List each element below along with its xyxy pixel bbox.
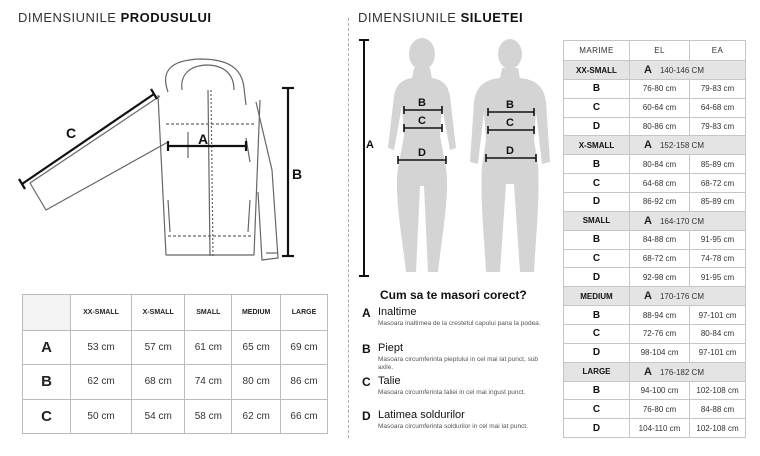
table-cell: 62 cm — [71, 365, 132, 399]
ea-value-cell: 91-95 cm — [690, 230, 746, 249]
column-header: EA — [690, 41, 746, 61]
section-divider — [348, 18, 349, 438]
measure-letter-cell: D — [564, 268, 630, 287]
column-header: MEDIUM — [232, 295, 281, 331]
table-row — [564, 381, 746, 400]
el-value-cell: 88-94 cm — [630, 306, 690, 325]
range-letter: A — [644, 365, 652, 378]
el-value-cell: 76-80 cm — [630, 80, 690, 99]
product-size-table — [22, 294, 328, 434]
range-letter: A — [644, 139, 652, 152]
el-value-cell: 94-100 cm — [630, 381, 690, 400]
header-light-text: DIMENSIUNILE — [18, 10, 117, 25]
size-group-header — [564, 61, 746, 80]
range-letter: A — [644, 214, 652, 227]
el-value-cell: 64-68 cm — [630, 174, 690, 193]
measure-letter-cell: B — [564, 155, 630, 174]
table-cell: 58 cm — [185, 399, 232, 433]
female-label-c: C — [418, 115, 426, 127]
table-corner — [23, 295, 71, 331]
column-header: SMALL — [185, 295, 232, 331]
female-label-d: D — [418, 147, 426, 159]
size-name: MEDIUM — [564, 287, 630, 306]
range-value: 176-182 CM — [659, 367, 704, 377]
table-cell: 50 cm — [71, 399, 132, 433]
table-row — [564, 98, 746, 117]
height-label-a: A — [366, 139, 374, 151]
ea-value-cell: 84-88 cm — [690, 400, 746, 419]
height-range — [630, 287, 746, 306]
el-value-cell: 60-64 cm — [630, 98, 690, 117]
how-to-measure-title: Cum sa te masori corect? — [380, 288, 527, 302]
table-cell: 54 cm — [132, 399, 185, 433]
ea-value-cell: 64-68 cm — [690, 98, 746, 117]
table-row — [564, 324, 746, 343]
size-name: X-SMALL — [564, 136, 630, 155]
measure-description: Masoara inaltimea de la crestetul capului pana la podea. — [378, 320, 541, 327]
column-header: LARGE — [281, 295, 328, 331]
range-value: 152-158 CM — [659, 141, 704, 151]
measure-letter-cell: B — [564, 230, 630, 249]
height-range — [630, 61, 746, 80]
ea-value-cell: 85-89 cm — [690, 192, 746, 211]
size-group-header — [564, 211, 746, 230]
measure-letter-cell: C — [564, 249, 630, 268]
column-header: X-SMALL — [132, 295, 185, 331]
height-range — [630, 362, 746, 381]
measure-letter: C — [362, 375, 371, 389]
table-row — [564, 268, 746, 287]
body-size-table — [563, 40, 746, 438]
female-label-b: B — [418, 97, 426, 109]
table-cell: 74 cm — [185, 365, 232, 399]
jacket-label-b: B — [292, 166, 303, 182]
column-header: XX-SMALL — [71, 295, 132, 331]
el-value-cell: 68-72 cm — [630, 249, 690, 268]
table-row — [564, 306, 746, 325]
header-light-text: DIMENSIUNILE — [358, 10, 457, 25]
table-row — [564, 80, 746, 99]
size-group-header — [564, 136, 746, 155]
table-row — [564, 155, 746, 174]
el-value-cell: 98-104 cm — [630, 343, 690, 362]
row-label: A — [23, 331, 71, 365]
ea-value-cell: 68-72 cm — [690, 174, 746, 193]
table-row — [564, 419, 746, 438]
height-range — [630, 211, 746, 230]
size-name: SMALL — [564, 211, 630, 230]
ea-value-cell: 97-101 cm — [690, 343, 746, 362]
measure-letter-cell: C — [564, 98, 630, 117]
table-row — [564, 249, 746, 268]
jacket-diagram — [10, 50, 310, 282]
row-label: C — [23, 399, 71, 433]
measure-letter-cell: B — [564, 306, 630, 325]
product-dimensions-header — [18, 10, 212, 25]
table-row — [564, 174, 746, 193]
el-value-cell: 86-92 cm — [630, 192, 690, 211]
measure-name: Latimea soldurilor — [378, 409, 465, 421]
measure-item-waist — [362, 375, 552, 405]
table-row — [564, 192, 746, 211]
table-row — [564, 400, 746, 419]
table-cell: 68 cm — [132, 365, 185, 399]
measure-letter-cell: C — [564, 400, 630, 419]
row-label: B — [23, 365, 71, 399]
ea-value-cell: 80-84 cm — [690, 324, 746, 343]
range-value: 164-170 CM — [659, 216, 704, 226]
measure-letter: B — [362, 342, 371, 356]
table-cell: 65 cm — [232, 331, 281, 365]
range-letter: A — [644, 290, 652, 303]
measure-item-hips — [362, 409, 552, 439]
measure-letter: D — [362, 409, 371, 423]
ea-value-cell: 85-89 cm — [690, 155, 746, 174]
ea-value-cell: 102-108 cm — [690, 381, 746, 400]
table-cell: 62 cm — [232, 399, 281, 433]
table-row — [564, 117, 746, 136]
table-row — [564, 343, 746, 362]
el-value-cell: 104-110 cm — [630, 419, 690, 438]
ea-value-cell: 79-83 cm — [690, 80, 746, 99]
table-row — [23, 331, 328, 365]
jacket-label-c: C — [66, 125, 77, 141]
measure-name: Inaltime — [378, 306, 417, 318]
jacket-label-a: A — [198, 131, 209, 147]
el-value-cell: 76-80 cm — [630, 400, 690, 419]
ea-value-cell: 91-95 cm — [690, 268, 746, 287]
table-cell: 69 cm — [281, 331, 328, 365]
el-value-cell: 84-88 cm — [630, 230, 690, 249]
size-group-header — [564, 287, 746, 306]
height-range — [630, 136, 746, 155]
size-name: XX-SMALL — [564, 61, 630, 80]
measure-item-height — [362, 306, 552, 336]
male-label-b: B — [506, 99, 514, 111]
el-value-cell: 72-76 cm — [630, 324, 690, 343]
measure-description: Masoara circumferinta soldurilor in cel mai lat punct. — [378, 423, 528, 430]
column-header: EL — [630, 41, 690, 61]
header-bold-text: PRODUSULUI — [120, 10, 212, 25]
measure-letter: A — [362, 306, 371, 320]
measure-letter-cell: D — [564, 343, 630, 362]
table-cell: 61 cm — [185, 331, 232, 365]
size-group-header — [564, 362, 746, 381]
table-cell: 53 cm — [71, 331, 132, 365]
ea-value-cell: 79-83 cm — [690, 117, 746, 136]
range-letter: A — [644, 64, 652, 76]
measure-description: Masoara circumferinta pieptului in cel mai lat punct, sub axile. — [378, 356, 539, 371]
table-row — [564, 230, 746, 249]
table-cell: 66 cm — [281, 399, 328, 433]
size-name: LARGE — [564, 362, 630, 381]
measure-letter-cell: D — [564, 192, 630, 211]
measure-item-chest — [362, 342, 552, 372]
el-value-cell: 92-98 cm — [630, 268, 690, 287]
measure-letter-cell: C — [564, 174, 630, 193]
el-value-cell: 80-86 cm — [630, 117, 690, 136]
ea-value-cell: 74-78 cm — [690, 249, 746, 268]
measure-name: Piept — [378, 342, 404, 354]
measure-letter-cell: C — [564, 324, 630, 343]
measure-letter-cell: B — [564, 80, 630, 99]
measure-letter-cell: B — [564, 381, 630, 400]
ea-value-cell: 102-108 cm — [690, 419, 746, 438]
table-cell: 86 cm — [281, 365, 328, 399]
table-row — [23, 365, 328, 399]
el-value-cell: 80-84 cm — [630, 155, 690, 174]
ea-value-cell: 97-101 cm — [690, 306, 746, 325]
range-value: 140-146 CM — [659, 66, 704, 75]
table-cell: 57 cm — [132, 331, 185, 365]
range-value: 170-176 CM — [659, 292, 704, 302]
silhouette-dimensions-header — [358, 10, 523, 25]
measure-description: Masoara circumferinta taliei in cel mai ingust punct. — [378, 389, 526, 396]
measure-name: Talie — [378, 375, 401, 387]
male-label-d: D — [506, 145, 514, 157]
table-row — [23, 399, 328, 433]
header-bold-text: SILUETEI — [460, 10, 524, 25]
silhouette-diagram — [356, 36, 556, 280]
measure-letter-cell: D — [564, 117, 630, 136]
table-cell: 80 cm — [232, 365, 281, 399]
column-header: MARIME — [564, 41, 630, 61]
male-label-c: C — [506, 117, 514, 129]
measure-letter-cell: D — [564, 419, 630, 438]
